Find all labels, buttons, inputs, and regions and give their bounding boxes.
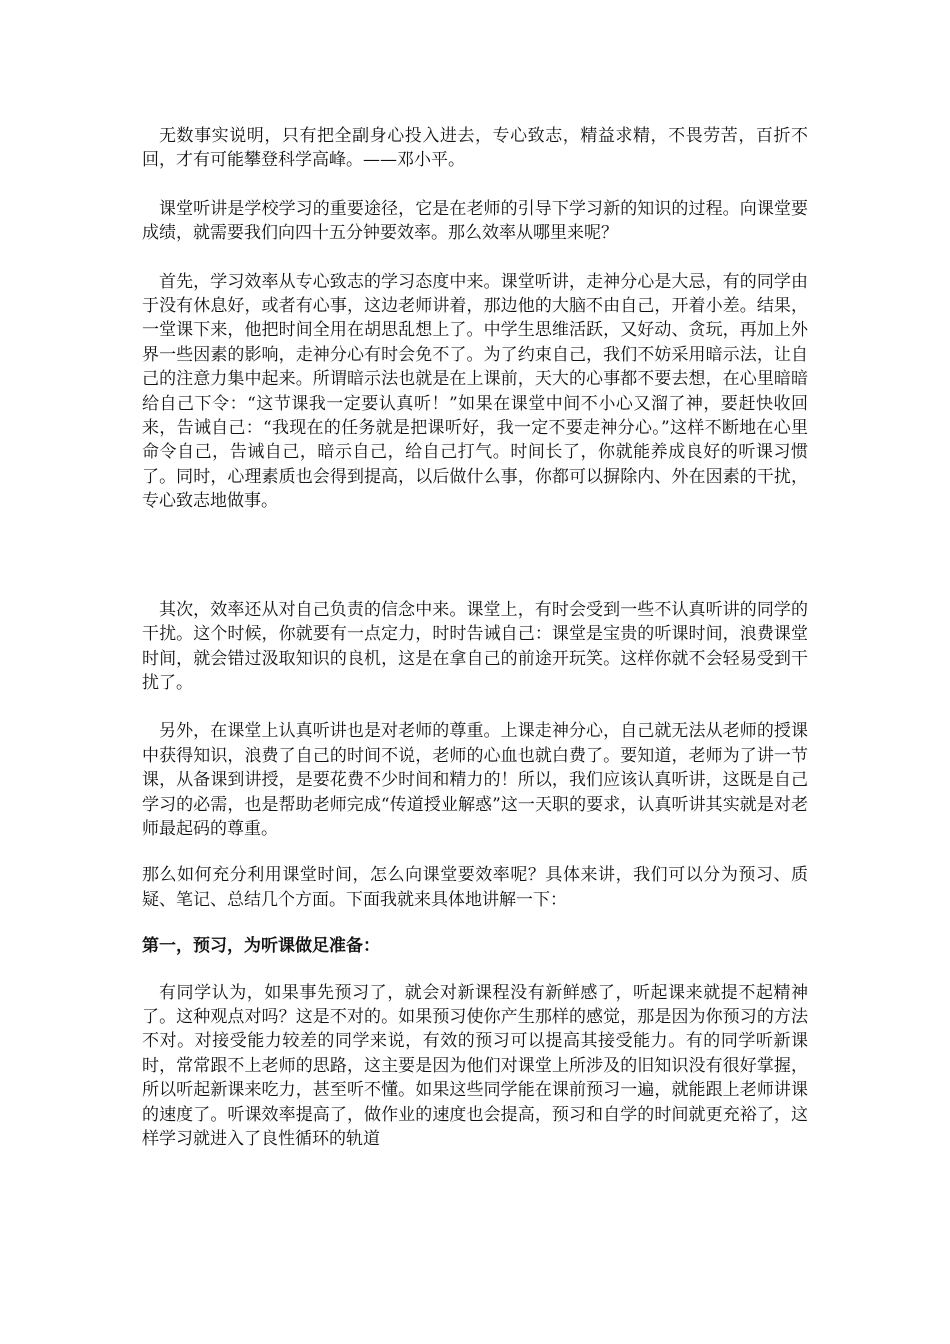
methods-paragraph: 那么如何充分利用课堂时间，怎么向课堂要效率呢？具体来讲，我们可以分为预习、质疑、笔记、总结几个方面。下面我就来具体地讲解一下： <box>142 865 808 910</box>
intro-paragraph: 课堂听讲是学校学习的重要途径，它是在老师的引导下学习新的知识的过程。向课堂要成绩，就需要我们向四十五分钟要效率。那么效率从哪里来呢？ <box>142 198 808 244</box>
responsibility-paragraph: 其次，效率还从对自己负责的信念中来。课堂上，有时会受到一些不认真听讲的同学的干扰。这个时候，你就要有一点定力，时时告诫自己：课堂是宝贵的听课时间，浪费课堂时间，就会错过汲取知识的良机，这是在拿自己的前途开玩笑。这样你就不会轻易受到干扰了。 <box>142 599 808 693</box>
quote-paragraph: 无数事实说明，只有把全副身心投入进去，专心致志，精益求精，不畏劳苦，百折不回，才有可能攀登科学高峰。——邓小平。 <box>142 126 808 171</box>
section-heading-preview: 第一，预习，为听课做足准备： <box>142 936 380 957</box>
respect-paragraph: 另外，在课堂上认真听讲也是对老师的尊重。上课走神分心，自己就无法从老师的授课中获得知识，浪费了自己的时间不说，老师的心血也就白费了。要知道，老师为了讲一节课，从备课到讲授，是要花费不少时间和精力的！所以，我们应该认真听讲，这既是自己学习的必需，也是帮助老师完成“传道授业解惑”这一天职的要求，认真听讲其实就是对老师最起码的尊重。 <box>142 721 808 839</box>
focus-paragraph: 首先，学习效率从专心致志的学习态度中来。课堂听讲，走神分心是大忌，有的同学由于没有休息好，或者有心事，这边老师讲着，那边他的大脑不由自己，开着小差。结果，一堂课下来，他把时间全用在胡思乱想上了。中学生思维活跃，又好动、贪玩，再加上外界一些因素的影响，走神分心有时会免不了。为了约束自己，我们不妨采用暗示法，让自己的注意力集中起来。所谓暗示法也就是在上课前，天大的心事都不要去想，在心里暗暗给自己下令：“这节课我一定要认真听！”如果在课堂中间不小心又溜了神，要赶快收回来，告诫自己：“我现在的任务就是把课听好，我一定不要走神分心。”这样不断地在心里命令自己，告诫自己，暗示自己，给自己打气。时间长了，你就能养成良好的听课习惯了。同时，心理素质也会得到提高，以后做什么事，你都可以摒除内、外在因素的干扰，专心致志地做事。 <box>142 271 808 512</box>
preview-paragraph: 有同学认为，如果事先预习了，就会对新课程没有新鲜感了，听起课来就提不起精神了。这种观点对吗？这是不对的。如果预习使你产生那样的感觉，那是因为你预习的方法不对。对接受能力较差的同学来说，有效的预习可以提高其接受能力。有的同学听新课时，常常跟不上老师的思路，这主要是因为他们对课堂上所涉及的旧知识没有很好掌握，所以听起新课来吃力，甚至听不懂。如果这些同学能在课前预习一遍，就能跟上老师讲课的速度了。听课效率提高了，做作业的速度也会提高，预习和自学的时间就更充裕了，这样学习就进入了良性循环的轨道 <box>142 982 808 1149</box>
document-page <box>142 124 808 1151</box>
